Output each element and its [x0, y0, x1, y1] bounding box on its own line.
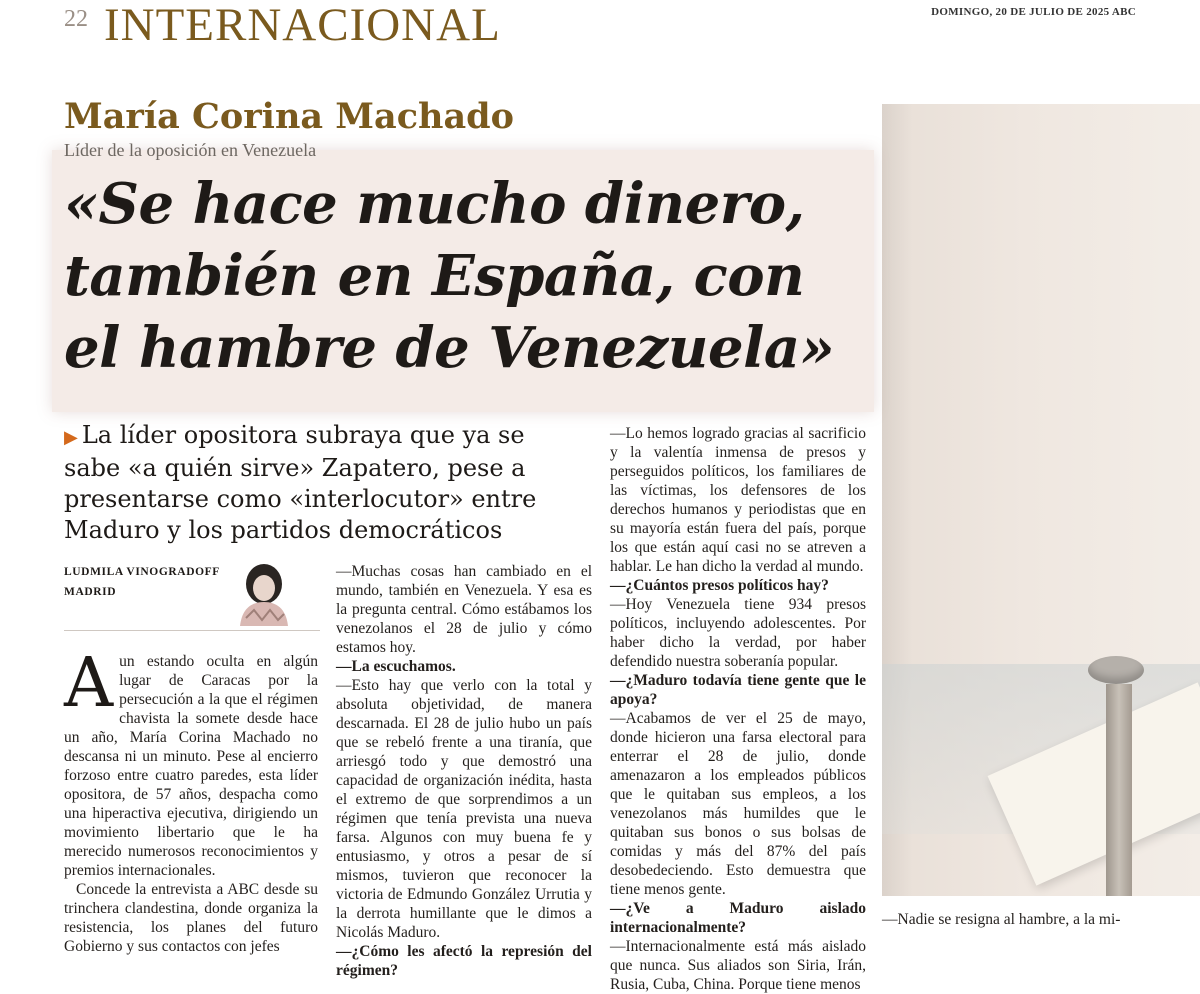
question-text: —¿Cuántos presos políticos hay? — [610, 577, 829, 594]
answer-text: —Internacionalmente está más aislado que nunca. Sus aliados son Siria, Irán, Rusia, Cuba, China. Porque tiene menos — [610, 938, 866, 993]
subtitle-text: La líder opositora subraya que ya se sabe «a quién sirve» Zapatero, pese a presentarse como «interlocutor» entre Maduro y los partidos democráticos — [64, 421, 537, 544]
headline-line-2: también en España, con — [64, 243, 805, 309]
headline-line-1: «Se hace mucho dinero, — [64, 171, 805, 237]
answer-text: —Lo hemos logrado gracias al sacrificio y la valentía inmensa de presos y perseguidos políticos, los familiares de las víctimas, los defensores de los derechos humanos y periodistas que en su mayoría están fuera del país, porque los que están aquí casi no se atreven a hablar. Le han dicho la verdad al mundo. — [610, 425, 866, 575]
dropcap: A — [64, 644, 114, 723]
portrait-body — [240, 602, 288, 626]
subtitle — [64, 420, 584, 546]
page-number: 22 — [64, 6, 88, 32]
section-title: INTERNACIONAL — [104, 0, 501, 51]
question-text: —¿Maduro todavía tiene gente que le apoya? — [610, 672, 866, 708]
photo-knob — [1088, 656, 1144, 684]
answer-text: —Acabamos de ver el 25 de mayo, donde hicieron una farsa electoral para enterrar el 28 de julio, donde amenazaron a los empleados públicos que le quitaban sus empleos, a los venezolanos más humildes que le quitaban sus bonos o sus bolsas de comidas y más del 87% del país desobedeciendo. Esto demuestra que tiene menos gente. — [610, 710, 866, 898]
byline-author: LUDMILA VINOGRADOFF — [64, 566, 220, 578]
dateline: DOMINGO, 20 DE JULIO DE 2025 ABC — [931, 6, 1136, 18]
article-column-4 — [882, 910, 1200, 929]
question-text: —La escuchamos. — [336, 658, 456, 675]
question-text: —¿Cómo les afectó la represión del régimen? — [336, 943, 592, 979]
headline-line-3: el hambre de Venezuela» — [64, 315, 835, 381]
article-column-1 — [64, 644, 318, 956]
photo — [882, 104, 1200, 896]
answer-text: —Hoy Venezuela tiene 934 presos políticos, incluyendo adolescentes. Por haber dicho la verdad, por haber defendido nuestra soberanía popular. — [610, 596, 866, 670]
interviewee-role: Líder de la oposición en Venezuela — [64, 140, 317, 160]
interviewee-name: María Corina Machado — [64, 96, 514, 137]
photo-stem — [1106, 684, 1132, 896]
byline-rule — [64, 630, 320, 631]
article-paragraph: un estando oculta en algún lugar de Caracas por la persecución a la que el régimen chavista la somete desde hace un año, María Corina Machado no descansa ni un minuto. Pese al encierro forzoso entre cuatro paredes, esta líder opositora, de 57 años, despacha como una hiperactiva ejecutiva, dirigiendo un movimiento libertario que le ha merecido numerosos reconocimientos y premios internacionales. — [64, 653, 318, 879]
article-column-2 — [336, 562, 592, 980]
answer-text: —Esto hay que verlo con la total y absoluta objetividad, de manera descarnada. El 28 de julio hubo un país que se rebeló frente a una tiranía, que arriesgó todo y que demostró una capacidad de organización inédita, hasta el extremo de que sorprendimos a un régimen que tenía prevista una nueva farsa. Algunos con muy buena fe y entusiasmo, y otros a pesar de sí mismos, tuvieron que reconocer la victoria de Edmundo González Urrutia y la derrota humillante que le dimos a Nicolás Maduro. — [336, 677, 592, 941]
headline — [64, 168, 874, 384]
article-paragraph: Concede la entrevista a ABC desde su trinchera clandestina, donde organiza la resistencia, los planes del futuro Gobierno y sus contactos con jefes — [64, 881, 318, 955]
article-column-3 — [610, 424, 866, 994]
answer-text: —Nadie se resigna al hambre, a la mi- — [882, 911, 1121, 928]
byline-location: MADRID — [64, 586, 117, 598]
question-text: —¿Ve a Maduro aislado internacionalmente? — [610, 900, 866, 936]
portrait-face — [253, 575, 275, 601]
byline — [64, 562, 220, 602]
triangle-icon: ▶ — [64, 427, 78, 448]
author-portrait — [234, 558, 294, 626]
answer-text: —Muchas cosas han cambiado en el mundo, también en Venezuela. Y esa es la pregunta central. Cómo estábamos los venezolanos el 28 de julio y cómo estamos hoy. — [336, 563, 592, 656]
